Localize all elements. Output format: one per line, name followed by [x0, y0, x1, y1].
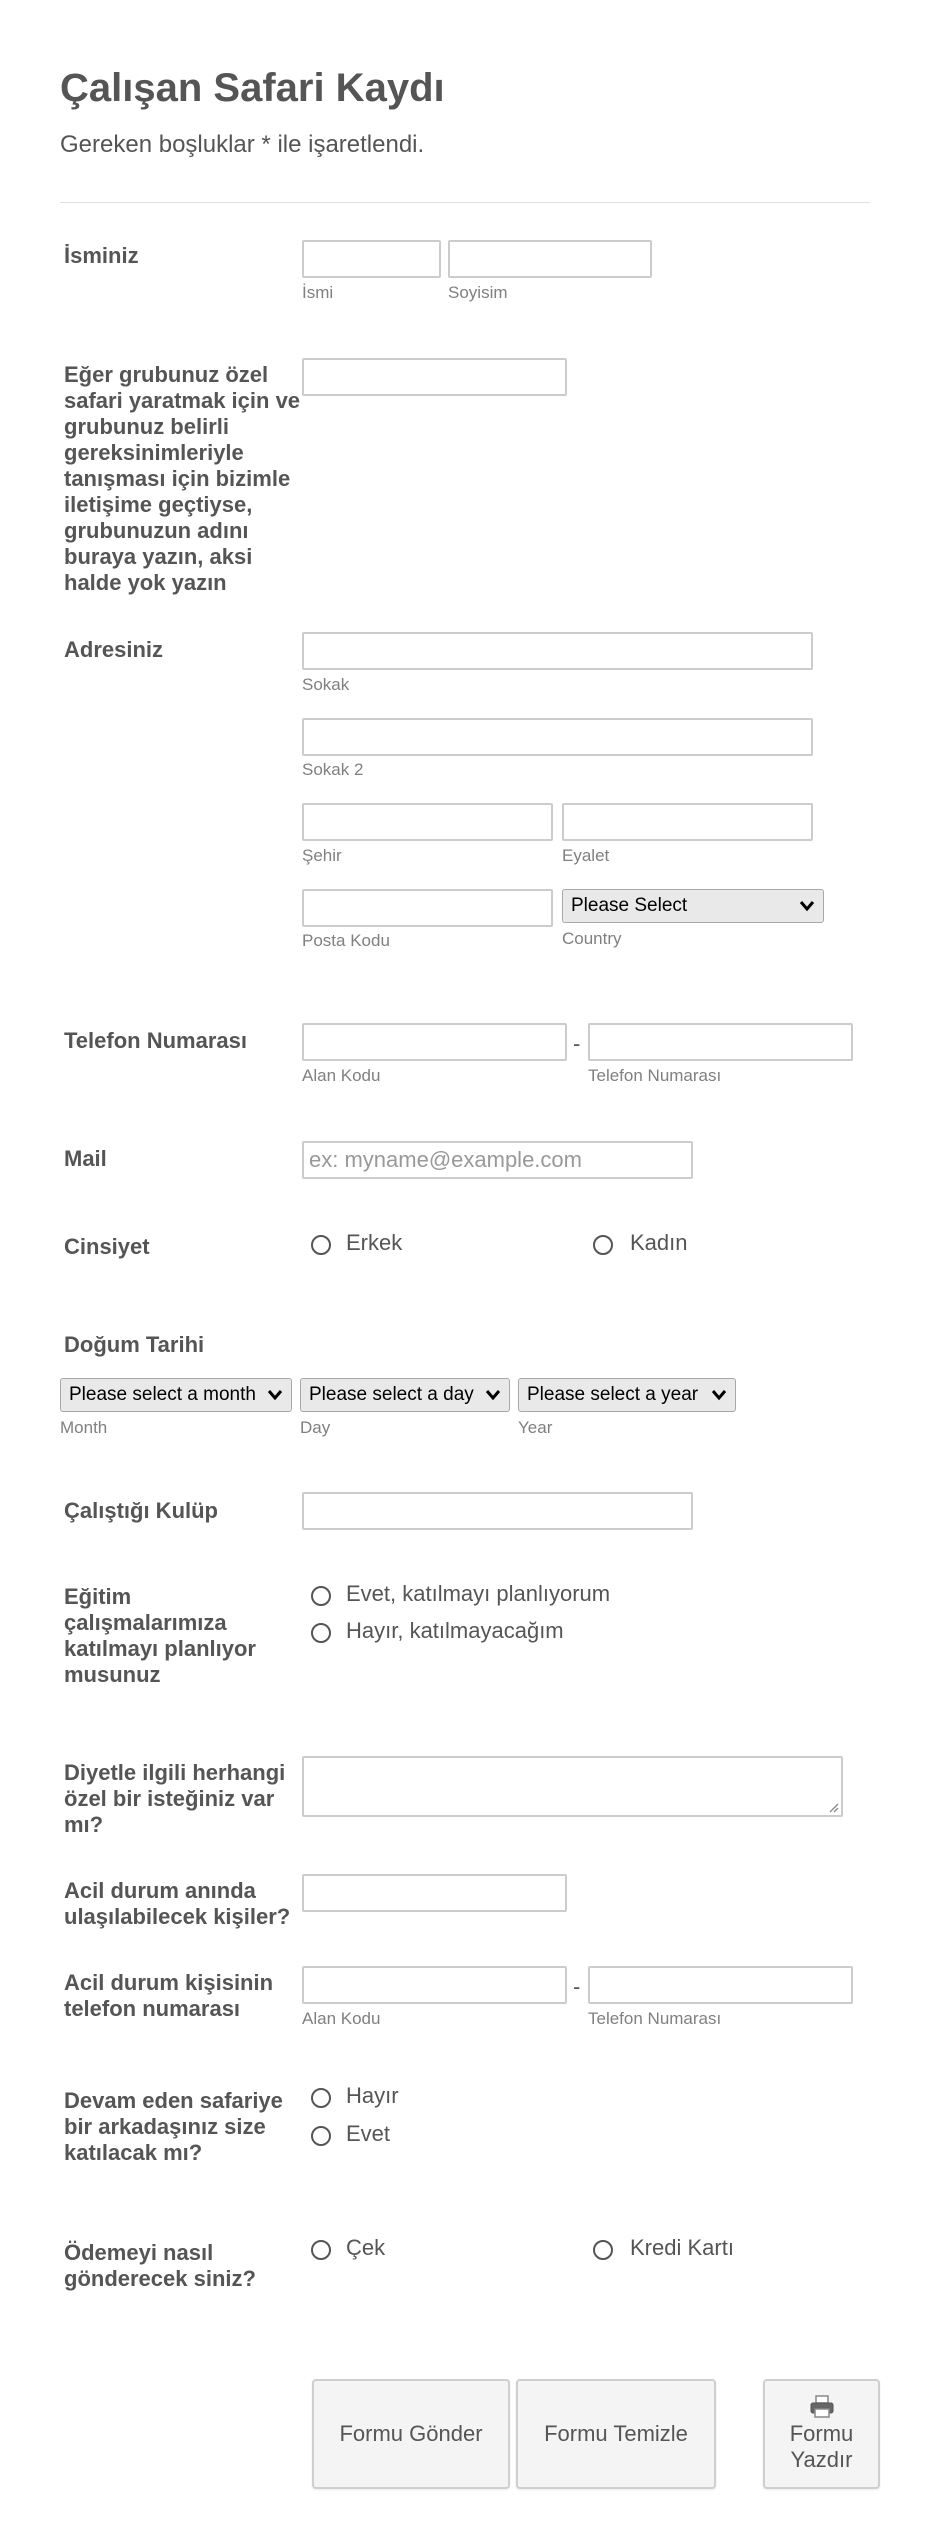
emergency-contact-input[interactable] — [302, 1874, 567, 1912]
gender-radio-erkek[interactable] — [311, 1235, 331, 1255]
club-input[interactable] — [302, 1492, 693, 1530]
birth-day-value: Please select a day — [309, 1384, 474, 1405]
group-label: Eğer grubunuz özel safari yaratmak için ve grubunuz belirli gereksinimleriyle tanışması için bizimle iletişime geçtiyse, grubunuzun adını buraya yazın, aksi halde yok yazın — [64, 362, 301, 595]
chevron-down-icon — [267, 1388, 283, 1402]
diet-label: Diyetle ilgili herhangi özel bir isteğiniz var mı? — [64, 1760, 286, 1837]
first-name-input[interactable] — [302, 240, 441, 278]
first-name-sublabel: İsmi — [302, 283, 334, 302]
name-label: İsminiz — [64, 243, 139, 268]
friend-radio-no[interactable] — [311, 2088, 331, 2108]
payment-radio-cek[interactable] — [311, 2240, 331, 2260]
payment-label: Ödemeyi nasıl gönderecek siniz? — [64, 2240, 256, 2291]
submit-button-label: Formu Gönder — [339, 2421, 483, 2446]
payment-option-cek[interactable]: Çek — [346, 2235, 386, 2260]
gender-label: Cinsiyet — [64, 1234, 150, 1259]
chevron-down-icon — [485, 1388, 501, 1402]
emergency-phone-dash: - — [573, 1974, 581, 1999]
education-label: Eğitim çalışmalarımıza katılmayı planlıyor musunuz — [64, 1584, 256, 1687]
birth-month-sublabel: Month — [60, 1418, 108, 1437]
mail-label: Mail — [64, 1146, 107, 1171]
emergency-phone-area-sublabel: Alan Kodu — [302, 2009, 381, 2028]
chevron-down-icon — [799, 899, 815, 913]
address-label: Adresiniz — [64, 637, 164, 662]
printer-icon — [809, 2395, 835, 2419]
phone-label: Telefon Numarası — [64, 1028, 247, 1053]
form-title: Çalışan Safari Kaydı — [60, 66, 445, 110]
education-option-yes[interactable]: Evet, katılmayı planlıyorum — [346, 1581, 611, 1606]
submit-button[interactable] — [312, 2379, 510, 2489]
clear-button-label: Formu Temizle — [544, 2421, 688, 2446]
phone-area-input[interactable] — [302, 1023, 567, 1061]
last-name-sublabel: Soyisim — [448, 283, 508, 302]
birth-year-value: Please select a year — [527, 1384, 699, 1405]
education-radio-yes[interactable] — [311, 1586, 331, 1606]
payment-radio-kredi[interactable] — [593, 2240, 613, 2260]
birth-month-select[interactable] — [60, 1378, 292, 1412]
emergency-phone-number-input[interactable] — [588, 1966, 853, 2004]
friend-option-no[interactable]: Hayır — [346, 2083, 399, 2108]
city-sublabel: Şehir — [302, 846, 342, 865]
street2-input[interactable] — [302, 718, 813, 756]
country-select-value: Please Select — [571, 895, 688, 916]
zip-sublabel: Posta Kodu — [302, 931, 390, 950]
friend-radio-yes[interactable] — [311, 2126, 331, 2146]
street2-sublabel: Sokak 2 — [302, 760, 364, 779]
diet-textarea[interactable] — [302, 1756, 843, 1817]
gender-option-erkek[interactable]: Erkek — [346, 1230, 403, 1255]
education-radio-no[interactable] — [311, 1623, 331, 1643]
zip-input[interactable] — [302, 889, 553, 927]
phone-dash: - — [573, 1031, 581, 1056]
print-button-label-line1: Formu — [789, 2421, 854, 2446]
city-input[interactable] — [302, 803, 553, 841]
friend-option-yes[interactable]: Evet — [346, 2121, 391, 2146]
print-button[interactable] — [763, 2379, 880, 2489]
emergency-label: Acil durum anında ulaşılabilecek kişiler? — [64, 1878, 291, 1929]
friend-label: Devam eden safariye bir arkadaşınız size katılacak mı? — [64, 2088, 283, 2165]
country-sublabel: Country — [562, 929, 622, 948]
last-name-input[interactable] — [448, 240, 652, 278]
phone-number-sublabel: Telefon Numarası — [588, 1066, 722, 1085]
payment-option-kredi[interactable]: Kredi Kartı — [630, 2235, 734, 2260]
state-sublabel: Eyalet — [562, 846, 610, 865]
club-label: Çalıştığı Kulüp — [64, 1498, 218, 1523]
phone-number-input[interactable] — [588, 1023, 853, 1061]
birth-year-sublabel: Year — [518, 1418, 553, 1437]
gender-option-kadin[interactable]: Kadın — [630, 1230, 688, 1255]
birth-day-select[interactable] — [300, 1378, 510, 1412]
emergency-phone-number-sublabel: Telefon Numarası — [588, 2009, 722, 2028]
birth-day-sublabel: Day — [300, 1418, 331, 1437]
header-divider — [60, 202, 870, 203]
clear-button[interactable] — [516, 2379, 716, 2489]
birth-year-select[interactable] — [518, 1378, 736, 1412]
print-button-label-line2: Yazdır — [790, 2447, 853, 2472]
email-field[interactable]: ex: myname@example.com — [302, 1141, 693, 1179]
gender-radio-kadin[interactable] — [593, 1235, 613, 1255]
phone-area-sublabel: Alan Kodu — [302, 1066, 381, 1085]
group-name-input[interactable] — [302, 358, 567, 396]
emergency-phone-area-input[interactable] — [302, 1966, 567, 2004]
country-select[interactable] — [562, 889, 824, 923]
birth-month-value: Please select a month — [69, 1384, 256, 1405]
form-subtitle: Gereken boşluklar * ile işaretlendi. — [60, 131, 425, 158]
chevron-down-icon — [711, 1388, 727, 1402]
birth-label: Doğum Tarihi — [64, 1332, 205, 1357]
resize-grip-icon[interactable] — [827, 1801, 839, 1813]
state-input[interactable] — [562, 803, 813, 841]
street-input[interactable] — [302, 632, 813, 670]
emergency-phone-label: Acil durum kişisinin telefon numarası — [64, 1970, 274, 2021]
education-option-no[interactable]: Hayır, katılmayacağım — [346, 1618, 564, 1643]
street-sublabel: Sokak — [302, 675, 350, 694]
